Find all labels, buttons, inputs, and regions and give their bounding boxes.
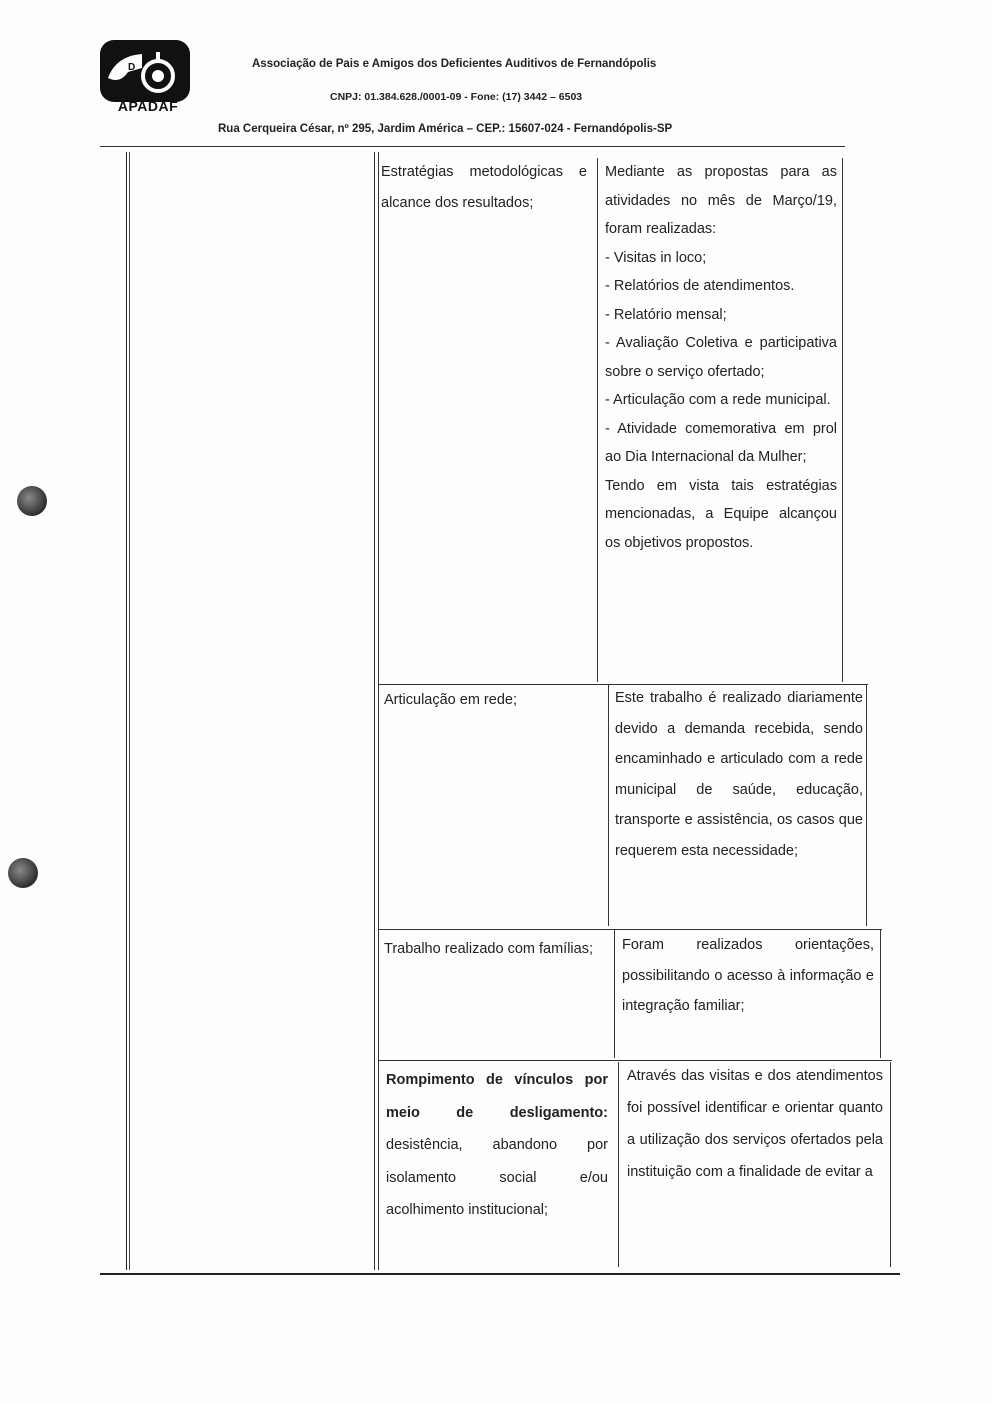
address: Rua Cerqueira César, nº 295, Jardim América – CEP.: 15607-024 - Fernandópolis-SP xyxy=(218,123,673,135)
column-divider xyxy=(608,684,609,926)
column-divider xyxy=(597,158,598,682)
row-label: Trabalho realizado com famílias; xyxy=(384,941,593,957)
column-divider xyxy=(880,930,881,1058)
row-label: Estratégias metodológicas e alcance dos resultados; xyxy=(381,164,587,211)
content-paragraph: Mediante as propostas para as atividades no mês de Março/19, foram realizadas: xyxy=(605,164,837,237)
row-content xyxy=(627,1060,883,1188)
column-divider xyxy=(378,152,379,1270)
content-paragraph: Este trabalho é realizado diariamente devido a demanda recebida, sendo encaminhado e articulado com a rede municipal de saúde, educação, transporte e assistência, os casos que requerem esta necessidade; xyxy=(615,690,863,859)
content-paragraph: Tendo em vista tais estratégias mencionadas, a Equipe alcançou os objetivos propostos. xyxy=(605,477,837,551)
column-divider xyxy=(866,684,867,926)
punch-hole xyxy=(17,486,47,516)
column-divider xyxy=(842,158,843,682)
column-divider xyxy=(618,1062,619,1267)
content-paragraph: - Relatório mensal; xyxy=(605,306,727,323)
content-paragraph: - Relatórios de atendimentos. xyxy=(605,278,795,294)
column-divider xyxy=(614,930,615,1058)
header-rule xyxy=(100,146,845,147)
table-border-bottom xyxy=(100,1273,900,1275)
row-label-rest: desistência, abandono por isolamento social e/ou acolhimento institucional; xyxy=(386,1137,608,1218)
row-label: Articulação em rede; xyxy=(384,692,517,708)
row-label-bold: Rompimento de vínculos por meio de desligamento: xyxy=(386,1072,608,1121)
cnpj-phone: CNPJ: 01.384.628./0001-09 - Fone: (17) 3442 – 6503 xyxy=(330,91,583,103)
row-content xyxy=(622,930,874,1022)
row-label xyxy=(386,1064,608,1227)
column-divider xyxy=(374,152,375,1270)
row-content xyxy=(615,683,863,866)
column-divider xyxy=(890,1062,891,1267)
content-paragraph: - Articulação com a rede municipal. xyxy=(605,392,831,408)
row-content xyxy=(605,158,837,557)
table-border-left xyxy=(126,152,127,1270)
table-border-left-inner xyxy=(129,152,130,1270)
content-paragraph: Foram realizados orientações, possibilitando o acesso à informação e integração familiar; xyxy=(622,937,874,1014)
organization-name: Associação de Pais e Amigos dos Deficientes Auditivos de Fernandópolis xyxy=(252,58,657,70)
content-paragraph: - Visitas in loco; xyxy=(605,249,707,266)
svg-text:D: D xyxy=(128,62,136,73)
content-paragraph: - Avaliação Coletiva e participativa sobre o serviço ofertado; xyxy=(605,335,837,380)
content-paragraph: Através das visitas e dos atendimentos foi possível identificar e orientar quanto a utilização dos serviços ofertados pela instituição com a finalidade de evitar a xyxy=(627,1068,883,1180)
logo-text: APADAF xyxy=(117,98,179,114)
content-paragraph: - Atividade comemorativa em prol ao Dia Internacional da Mulher; xyxy=(605,420,837,465)
punch-hole xyxy=(8,858,38,888)
